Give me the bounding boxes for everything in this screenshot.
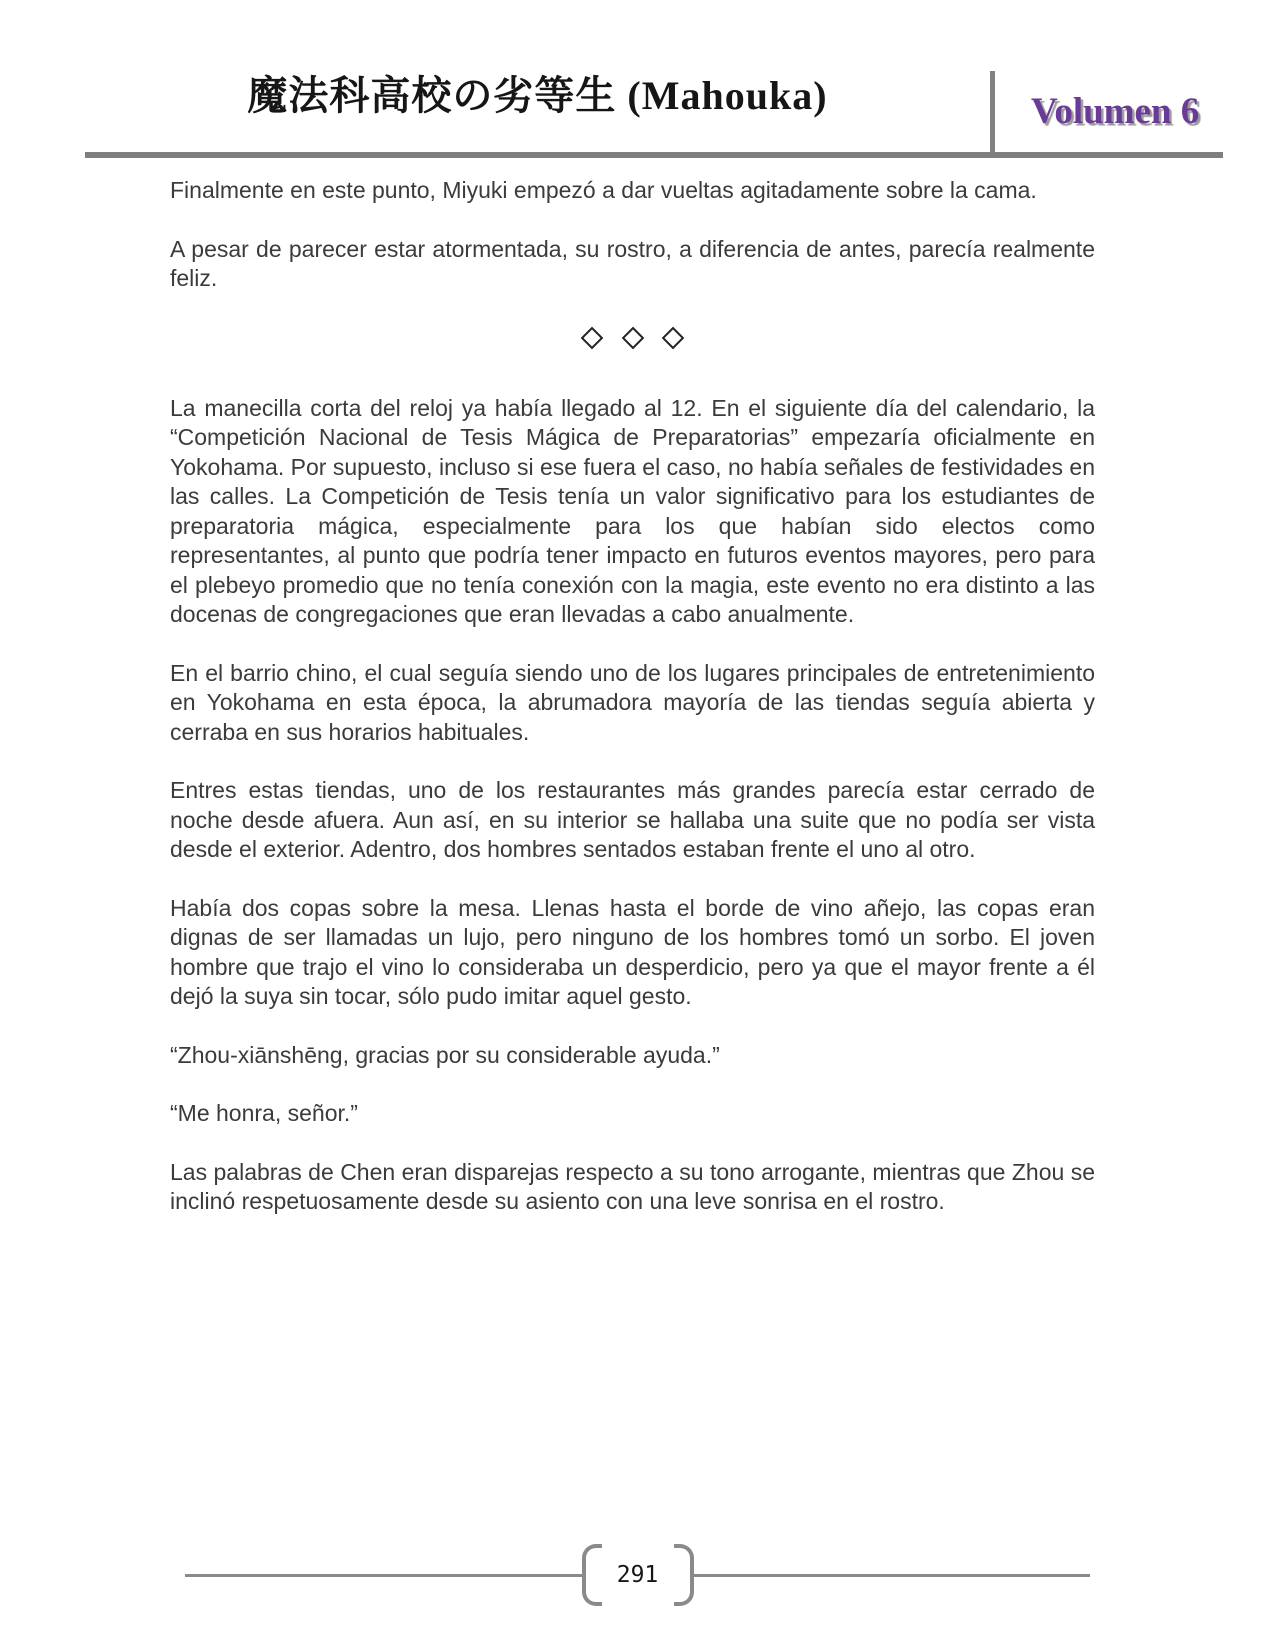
- paragraph: Entres estas tiendas, uno de los restaurantes más grandes parecía estar cerrado de noche desde afuera. Aun así, en su interior se hallaba una suite que no podía ser vista desde el exterior. Adentro, dos hombres sentados estaban frente el uno al otro.: [170, 777, 1095, 862]
- footer-rule-right: [694, 1574, 1091, 1577]
- footer-rule-left: [185, 1574, 582, 1577]
- left-bracket-icon: [582, 1544, 602, 1606]
- page-footer: [185, 1544, 1090, 1606]
- paragraph: Las palabras de Chen eran disparejas respecto a su tono arrogante, mientras que Zhou se inclinó respetuosamente desde su asiento con una leve sonrisa en el rostro.: [170, 1158, 1095, 1214]
- header-rule: [85, 152, 1223, 158]
- diamond-icon: [581, 326, 604, 349]
- paragraph: A pesar de parecer estar atormentada, su rostro, a diferencia de antes, parecía realmente feliz.: [170, 235, 1095, 291]
- page-number: 291: [616, 1562, 659, 1588]
- page-header: [0, 0, 1275, 158]
- right-bracket-icon: [674, 1544, 694, 1606]
- section-separator: [170, 328, 1095, 354]
- diamond-icon: [621, 326, 644, 349]
- page-title: 魔法科高校の劣等生 (Mahouka): [247, 73, 828, 118]
- paragraph: “Zhou-xiānshēng, gracias por su considerable ayuda.”: [170, 1041, 720, 1068]
- paragraph: En el barrio chino, el cual seguía siendo uno de los lugares principales de entretenimiento en Yokohama en esta época, la abrumadora mayoría de las tiendas seguía abierta y cerraba en sus horarios habituales.: [170, 659, 1095, 745]
- paragraph: Finalmente en este punto, Miyuki empezó a dar vueltas agitadamente sobre la cama.: [170, 177, 1037, 203]
- paragraph: Había dos copas sobre la mesa. Llenas hasta el borde de vino añejo, las copas eran dignas de ser llamadas un lujo, pero ninguno de los hombres tomó un sorbo. El joven hombre que trajo el vino lo consideraba un desperdicio, pero ya que el mayor frente a él dejó la suya sin tocar, sólo pudo imitar aquel gesto.: [170, 894, 1095, 1009]
- body-text: [170, 176, 1095, 1246]
- volume-label: Volumen 6: [1031, 91, 1200, 132]
- diamond-icon: [662, 326, 685, 349]
- paragraph: La manecilla corta del reloj ya había llegado al 12. En el siguiente día del calendario, la “Competición Nacional de Tesis Mágica de Preparatorias” empezaría oficialmente en Yokohama. Por supuesto, incluso si ese fuera el caso, no había señales de festividades en las calles. La Competición de Tesis tenía un valor significativo para los estudiantes de preparatoria mágica, especialmente para los que habían sido electos como representantes, al punto que podría tener impacto en futuros eventos mayores, pero para el plebeyo promedio que no tenía conexión con la magia, este evento no era distinto a las docenas de congregaciones que eran llevadas a cabo anualmente.: [170, 394, 1095, 627]
- paragraph: “Me honra, señor.”: [170, 1100, 358, 1126]
- volume-badge: [990, 71, 1275, 152]
